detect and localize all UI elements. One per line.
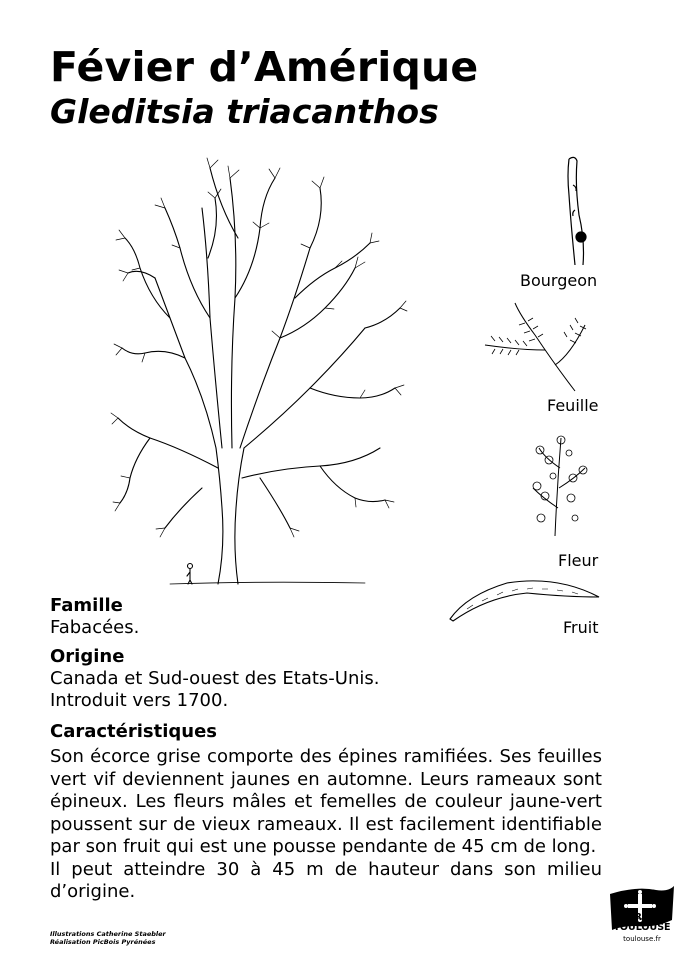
- caracteristiques-paragraph-1: Son écorce grise comporte des épines ramifiées. Ses feuilles vert vif deviennent jaunes en automne. Leurs rameaux sont épineux. Les fleurs mâles et femelles de couleur jaune-vert poussent sur de vieux rameaux. Il est facilement identifiable par son fruit qui est une pousse pendante de 45 cm de long.: [50, 746, 602, 857]
- tree-illustration: [110, 148, 410, 593]
- flower-caption: Fleur: [558, 551, 599, 570]
- logo-line-2: TOULOUSE: [613, 922, 671, 933]
- logo-line-1: MAIRIE DE: [614, 912, 670, 923]
- credit-illustrations: Illustrations Catherine Staebler: [50, 930, 166, 938]
- caracteristiques-paragraph-2: Il peut atteindre 30 à 45 m de hauteur dans son milieu d’origine.: [50, 858, 602, 902]
- fruit-pod-icon: [447, 575, 602, 623]
- flower-icon: [525, 428, 595, 538]
- leaf-icon: [475, 295, 587, 395]
- famille-text: Fabacées.: [50, 617, 140, 638]
- caracteristiques-heading: Caractéristiques: [50, 721, 218, 742]
- origine-line-1: Canada et Sud-ouest des Etats-Unis.: [50, 668, 380, 689]
- page-title: Févier d’Amérique: [50, 43, 479, 91]
- bud-caption: Bourgeon: [520, 271, 598, 290]
- credit-realisation: Réalisation PicBois Pyrénées: [50, 938, 156, 946]
- caracteristiques-text: [50, 746, 602, 904]
- origine-heading: Origine: [50, 646, 125, 667]
- famille-heading: Famille: [50, 595, 123, 616]
- credits: [50, 930, 166, 946]
- bud-icon: [555, 155, 605, 267]
- origine-line-2: Introduit vers 1700.: [50, 690, 229, 711]
- logo-text: [602, 913, 682, 933]
- scientific-name: Gleditsia triacanthos: [50, 92, 439, 131]
- leaf-caption: Feuille: [547, 396, 599, 415]
- logo-url[interactable]: toulouse.fr: [623, 935, 661, 943]
- fruit-caption: Fruit: [563, 618, 599, 637]
